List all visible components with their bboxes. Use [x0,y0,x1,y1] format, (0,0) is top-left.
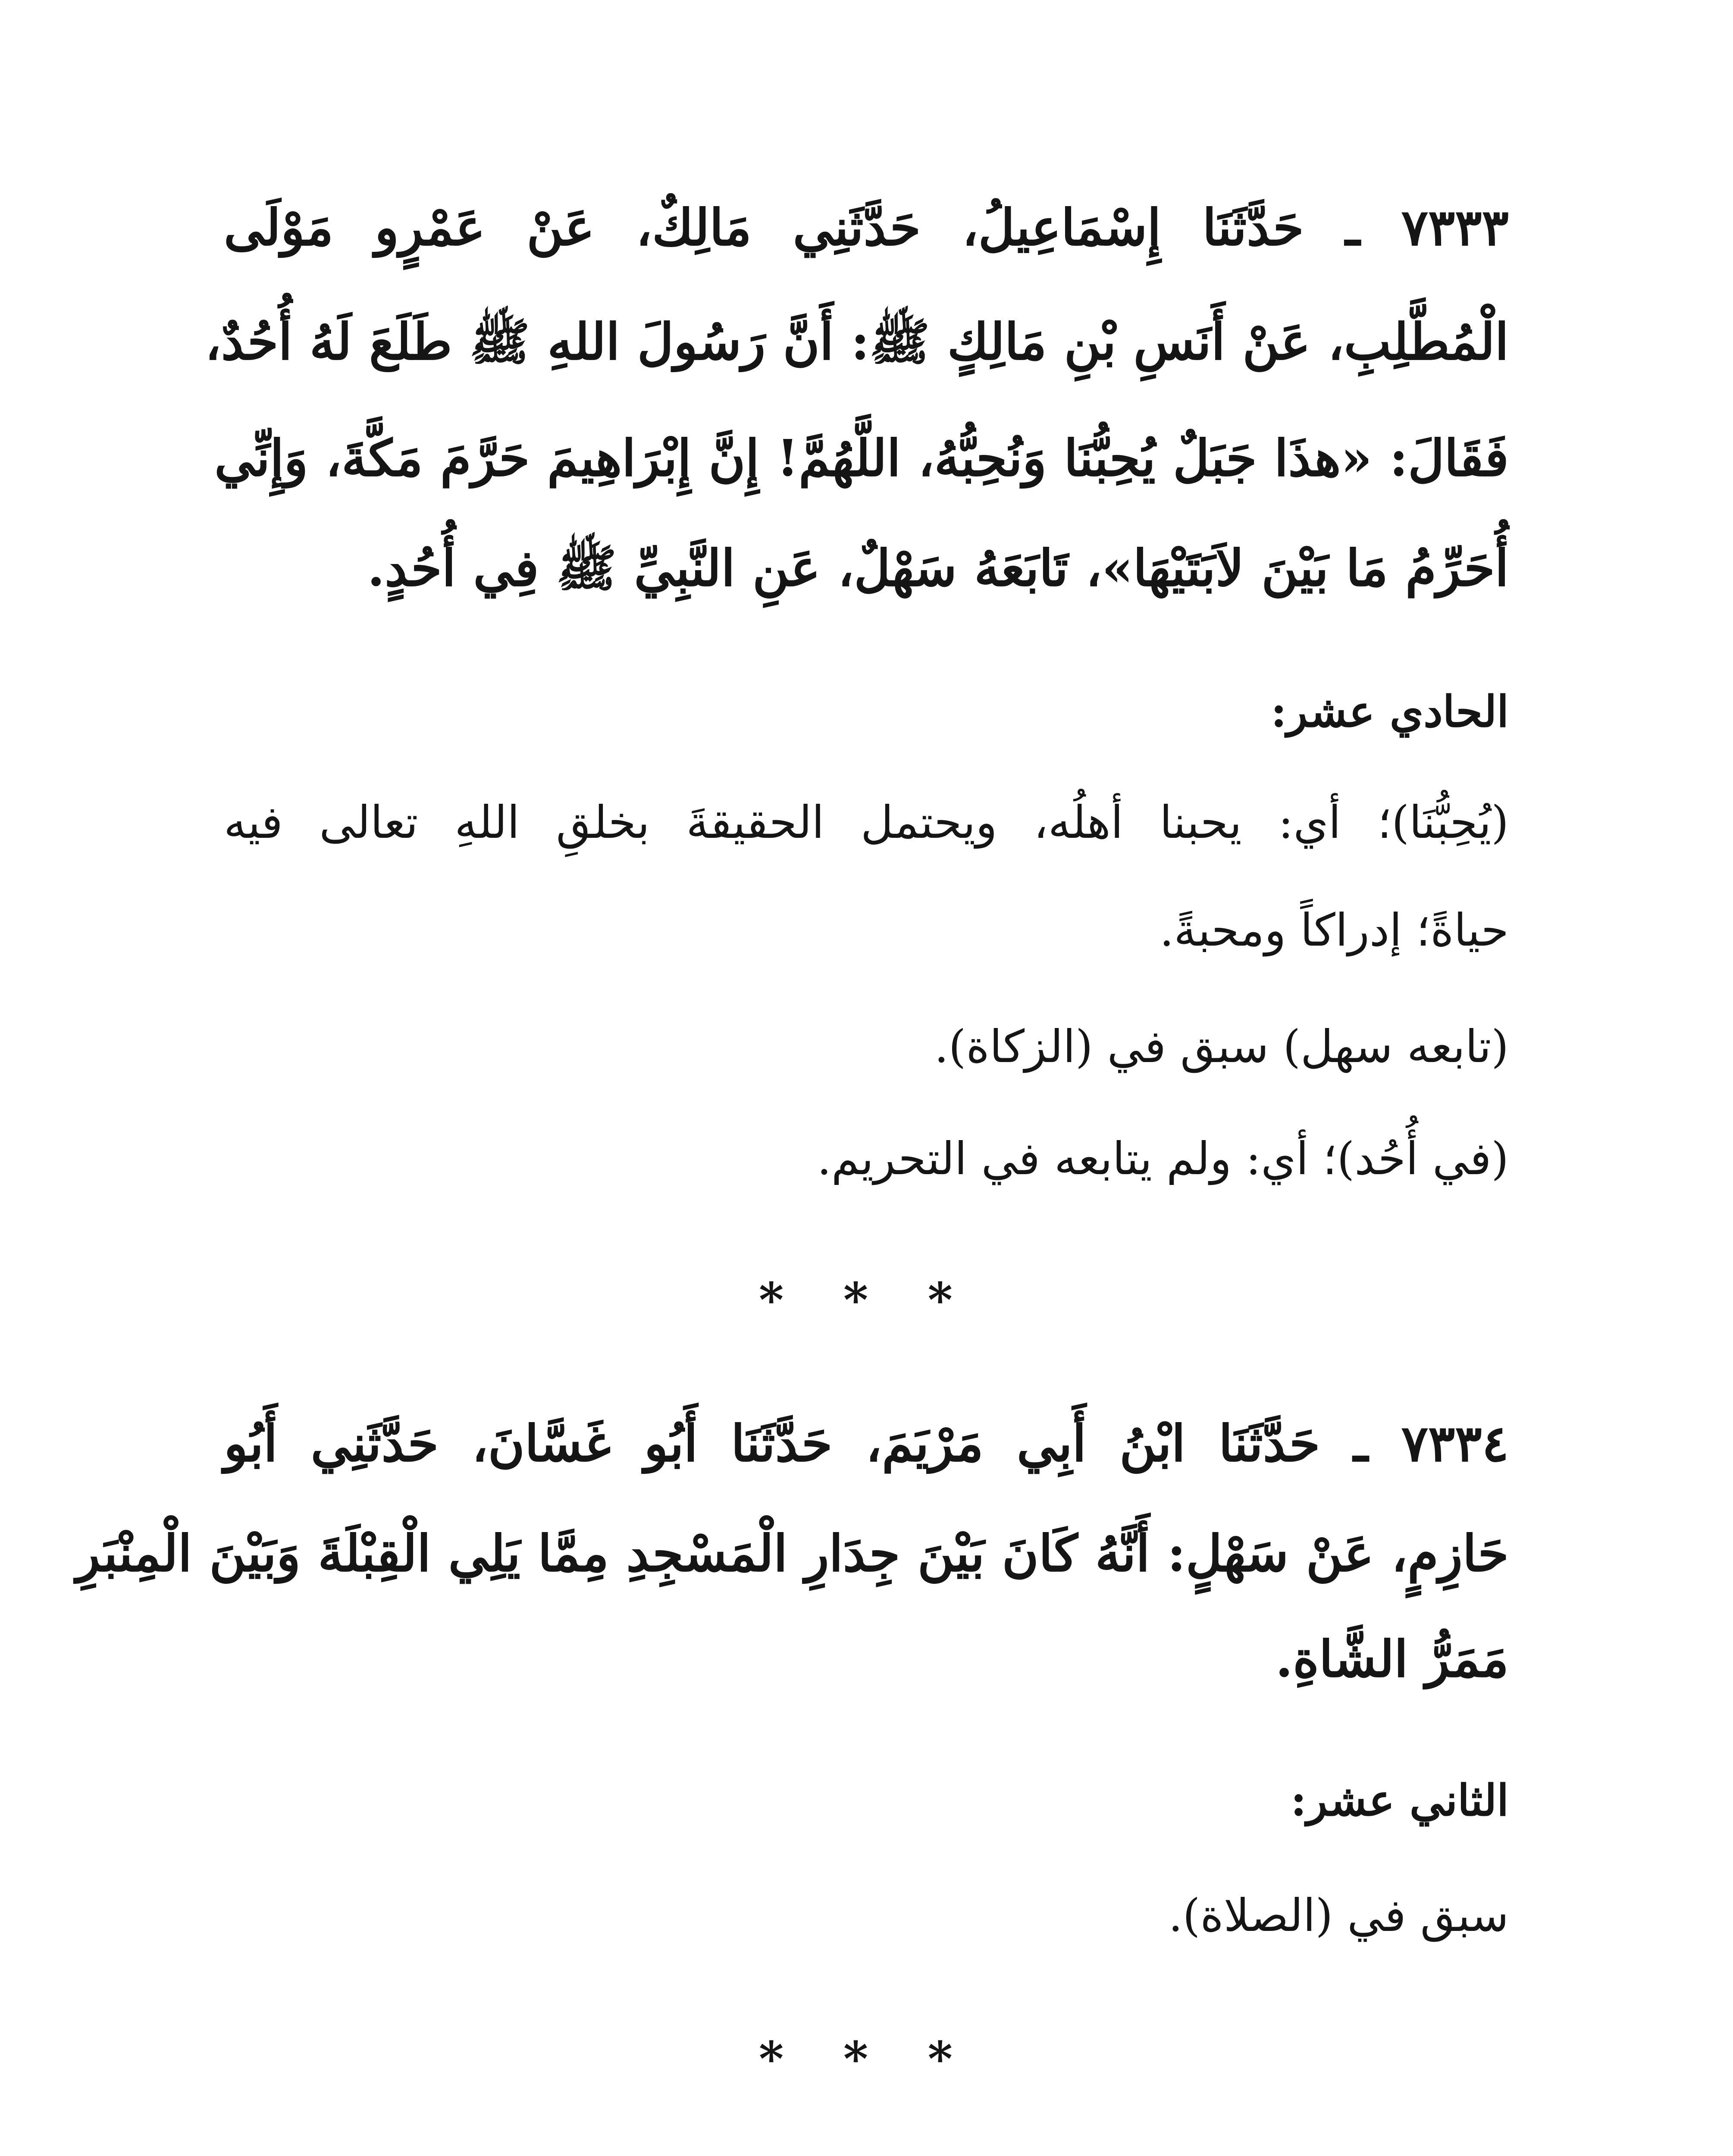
hadith-7334-line-1: ٧٣٣٤ ـ حَدَّثَنَا ابْنُ أَبِي مَرْيَمَ، حَدَّثَنَا أَبُو غَسَّانَ، حَدَّثَنِي أَبُو [224,1414,1509,1473]
commentary-11-line-3: (تابعه سهل) سبق في (الزكاة). [934,1020,1509,1073]
commentary-12-heading: الثاني عشر: [1291,1775,1509,1826]
commentary-11-line-4: (في أُحُد)؛ أي: ولم يتابعه في التحريم. [817,1132,1509,1185]
commentary-11-line-1: (يُحِبُّنَا)؛ أي: يحبنا أهلُه، ويحتمل الحقيقةَ بخلقِ اللهِ تعالى فيه [224,796,1509,849]
hadith-7334-line-3: مَمَرُّ الشَّاةِ. [1275,1630,1509,1689]
commentary-12-line-1: سبق في (الصلاة). [1168,1889,1509,1942]
commentary-11-heading: الحادي عشر: [1271,686,1509,737]
section-separator-1: * * * [758,1272,975,1328]
hadith-7333-line-2: الْمُطَّلِبِ، عَنْ أَنَسِ بْنِ مَالِكٍ ﷺ: أَنَّ رَسُولَ اللهِ ﷺ طَلَعَ لَهُ أُحُدٌ، [205,313,1509,371]
commentary-11-line-2: حياةً؛ إدراكاً ومحبةً. [1160,904,1509,956]
hadith-7333-line-1: ٧٣٣٣ ـ حَدَّثَنَا إِسْمَاعِيلُ، حَدَّثَنِي مَالِكٌ، عَنْ عَمْرٍو مَوْلَى [224,198,1509,257]
section-separator-2: * * * [758,2031,975,2087]
hadith-7334-line-2: حَازِمٍ، عَنْ سَهْلٍ: أَنَّهُ كَانَ بَيْنَ جِدَارِ الْمَسْجِدِ مِمَّا يَلِي الْقِبْلَةَ وَبَيْنَ الْمِنْبَرِ [76,1524,1509,1583]
hadith-7333-line-4: أُحَرِّمُ مَا بَيْنَ لاَبَتَيْهَا»، تَابَعَهُ سَهْلٌ، عَنِ النَّبِيِّ ﷺ فِي أُحُدٍ. [367,539,1509,598]
hadith-7333-line-3: فَقَالَ: «هذَا جَبَلٌ يُحِبُّنَا وَنُحِبُّهُ، اللَّهُمَّ! إِنَّ إِبْرَاهِيمَ حَرَّمَ مَكَّةَ، وَإِنِّي [214,429,1509,488]
